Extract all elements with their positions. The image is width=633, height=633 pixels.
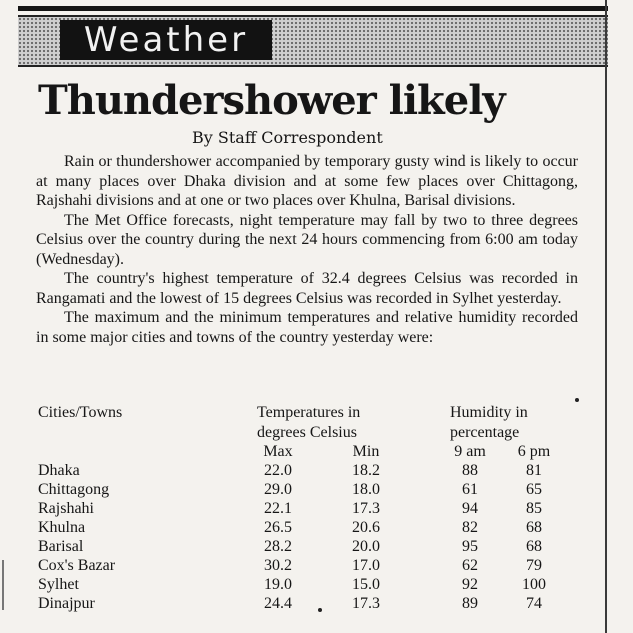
city-cell: Chittagong [38,481,110,498]
6pm-cell: 85 [526,500,542,517]
paragraph-extremes: The country's highest temperature of 32.4 degrees Celsius was recorded in Rangamati and the lowest of 15 degrees Celsius was recorded in Sylhet yesterday. [36,270,578,307]
min-cell: 18.0 [352,481,380,498]
min-cell: 17.3 [352,595,380,612]
city-cell: Sylhet [38,576,79,593]
6pm-cell: 68 [526,519,542,536]
max-cell: 19.0 [264,576,292,593]
9am-cell: 92 [462,576,478,593]
humidity-header: Humidity in [450,404,528,421]
6pm-cell: 79 [526,557,542,574]
6pm-cell: 74 [526,595,542,612]
city-cell: Cox's Bazar [38,557,116,574]
9am-cell: 88 [462,462,478,479]
paragraph-forecast: Rain or thundershower accompanied by temporary gusty wind is likely to occur at many places over Dhaka division and at some few places over Chittagong, Rajshahi divisions and at one or two places over Khulna, Barisal divisions. [36,153,578,209]
max-cell: 26.5 [264,519,292,536]
left-column-rule [2,560,4,610]
9am-cell: 61 [462,481,478,498]
9am-cell: 82 [462,519,478,536]
min-header: Min [352,443,380,460]
9am-header: 9 am [454,443,486,460]
max-header: Max [263,443,293,460]
6pm-cell: 100 [522,576,546,593]
max-cell: 22.0 [264,462,292,479]
max-cell: 29.0 [264,481,292,498]
city-cell: Barisal [38,538,84,555]
print-speck-2 [318,608,322,612]
temperature-header-line2: degrees Celsius [257,424,357,441]
article-body [36,152,578,347]
6pm-cell: 81 [526,462,542,479]
9am-cell: 62 [462,557,478,574]
temperature-header: Temperatures in [257,404,361,421]
city-cell: Khulna [38,519,86,536]
paragraph-table-intro: The maximum and the minimum temperatures and relative humidity recorded in some major cities and towns of the country yesterday were: [36,309,578,346]
min-cell: 18.2 [352,462,380,479]
humidity-header-line2: percentage [450,424,520,441]
min-cell: 20.6 [352,519,380,536]
city-header: Cities/Towns [38,404,123,421]
9am-cell: 89 [462,595,478,612]
max-cell: 22.1 [264,500,292,517]
min-cell: 17.3 [352,500,380,517]
headline: Thundershower likely [38,77,505,124]
6pm-cell: 68 [526,538,542,555]
top-rule [18,6,608,11]
max-cell: 30.2 [264,557,292,574]
max-cell: 24.4 [264,595,292,612]
city-cell: Dhaka [38,462,80,479]
6pm-header: 6 pm [517,443,551,460]
6pm-cell: 65 [526,481,542,498]
9am-cell: 95 [462,538,478,555]
print-speck [575,398,579,402]
right-column-rule [605,0,607,633]
city-cell: Dinajpur [38,595,95,612]
min-cell: 20.0 [352,538,380,555]
byline: By Staff Correspondent [192,128,383,147]
min-cell: 15.0 [352,576,380,593]
min-cell: 17.0 [352,557,380,574]
9am-cell: 94 [462,500,478,517]
paragraph-met-office: The Met Office forecasts, night temperature may fall by two to three degrees Celsius over the country during the next 24 hours commencing from 6:00 am today (Wednesday). [36,211,578,268]
max-cell: 28.2 [264,538,292,555]
section-label: Weather [60,20,272,60]
city-cell: Rajshahi [38,500,94,517]
